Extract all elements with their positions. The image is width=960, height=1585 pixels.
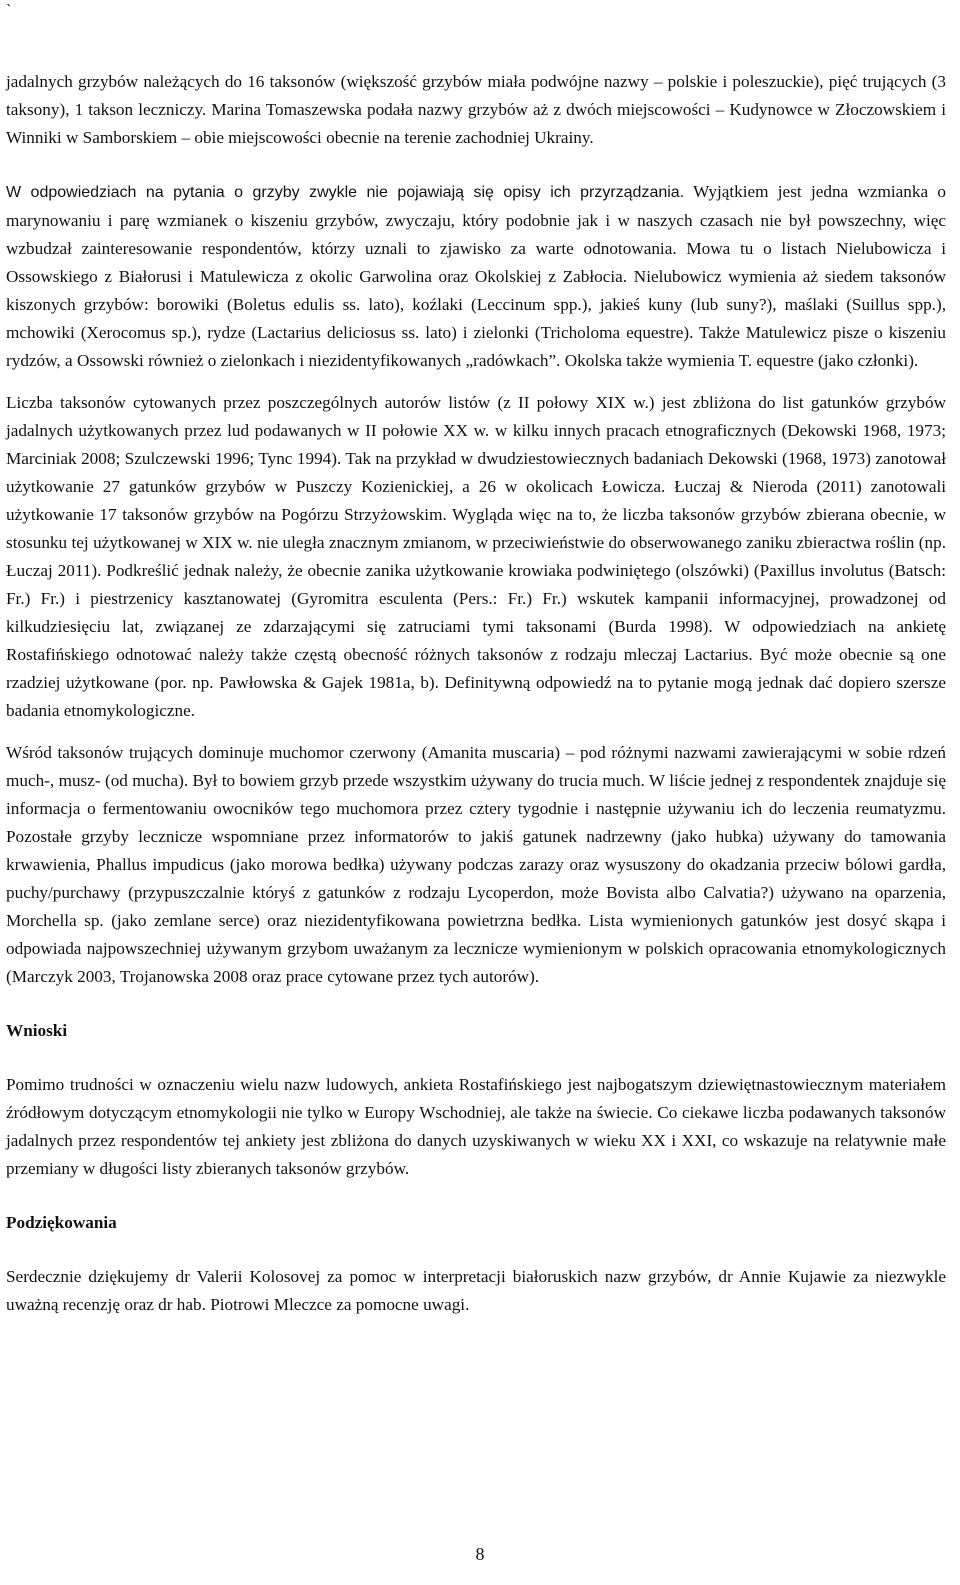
paragraph-conclusions: Pomimo trudności w oznaczeniu wielu nazw ludowych, ankieta Rostafińskiego jest najbogatszym dziewiętnastowiecznym materiałem źródłowym dotyczącym etnomykologii nie tylko w Europy Wschodniej, ale także na świecie. Co ciekawe liczba podawanych taksonów jadalnych przez respondentów tej ankiety jest zbliżona do danych uzyskiwanych w wieku XX i XXI, co wskazuje na relatywnie małe przemiany w długości listy zbieranych taksonów grzybów. xyxy=(6,1075,946,1178)
pickling-sentence: Wyjątkiem jest jedna wzmianka o marynowaniu i parę wzmianek o kiszeniu grzybów, zwyczaju, który podobnie jak i w naszych czasach nie był powszechny, więc wzbudzał zainteresowanie respondentów, którzy uznali to zjawisko za warte odnotowania. xyxy=(6,182,947,258)
paragraph-preparation xyxy=(6,178,946,375)
paragraph-acknowledgements: Serdecznie dziękujemy dr Valerii Kolosovej za pomoc w interpretacji białoruskich nazw grzybów, dr Annie Kujawie za niezwykle uważną recenzję oraz dr hab. Piotrowi Mleczce za pomocne uwagi. xyxy=(6,1267,946,1314)
pickling-details: Mowa tu o listach Nielubowicza i Ossowskiego z Białorusi i Matulewicza z okolic Garwolina oraz Okolskiej z Zabłocia. Nielubowicz wymienia aż siedem taksonów kiszonych grzybów: borowiki (Boletus edulis ss. lato), koźlaki (Leccinum spp.), jakieś kuny (lub suny?), maślaki (Suillus spp.), mchowiki (Xerocomus sp.), rydze (Lactarius deliciosus ss. lato) i zielonki (Tricholoma equestre). Także Matulewicz pisze o kiszeniu rydzów, a Ossowski również o zielonkach i niezidentyfikowanych „radówkach”. Okolska także wymienia T. equestre (jako członki). xyxy=(6,239,946,370)
heading-acknowledgements: Podziękowania xyxy=(6,1213,117,1232)
page-number: 8 xyxy=(475,1544,485,1564)
paragraph-taxa-count: Liczba taksonów cytowanych przez poszczególnych autorów listów (z II połowy XIX w.) jest zbliżona do list gatunków grzybów jadalnych użytkowanych przez lud podawanych w II połowie XX w. w kilku innych pracach etnograficznych (Dekowski 1968, 1973; Marciniak 2008; Szulczewski 1996; Tync 1994). Tak na przykład w dwudziestowiecznych badaniach Dekowski (1968, 1973) zanotował użytkowanie 27 gatunków grzybów w Puszczy Kozienickiej, a 26 w okolicach Łowicza. Łuczaj & Nieroda (2011) zanotowali użytkowanie 17 taksonów grzybów na Pogórzu Strzyżowskim. Wygląda więc na to, że liczba taksonów grzybów zbierana obecnie, w stosunku tej użytkowanej w XIX w. nie uległa znacznym zmianom, w przeciwieństwie do obserwowanego zaniku zbieractwa roślin (np. Łuczaj 2011). Podkreślić jednak należy, że obecnie zanika użytkowanie krowiaka podwiniętego (olszówki) (Paxillus involutus (Batsch: Fr.) Fr.) i piestrzenicy kasztanowatej (Gyromitra esculenta (Pers.: Fr.) Fr.) wskutek kampanii informacyjnej, prowadzonej od kilkudziesięciu lat, związanej ze zdarzającymi się zatruciami tymi taksonami (Burda 1998). W odpowiedziach na ankietę Rostafińskiego odnotować należy także częstą obecność różnych taksonów z rodzaju mleczaj Lactarius. Być może obecnie są one rzadziej użytkowane (por. np. Pawłowska & Gajek 1981a, b). Definitywną odpowiedź na to pytanie mogą jednak dać dopiero szersze badania etnomykologiczne. xyxy=(6,393,946,720)
paragraph-poisonous-taxa: Wśród taksonów trujących dominuje muchomor czerwony (Amanita muscaria) – pod różnymi nazwami zawierającymi w sobie rdzeń much-, musz- (od mucha). Był to bowiem grzyb przede wszystkim używany do trucia much. W liście jednej z respondentek znajduje się informacja o fermentowaniu owocników tego muchomora przez cztery tygodnie i następnie używaniu ich do leczenia reumatyzmu. Pozostałe grzyby lecznicze wspomniane przez informatorów to jakiś gatunek nadrzewny (jako hubka) używany do tamowania krwawienia, Phallus impudicus (jako morowa bedłka) używany podczas zarazy oraz wysuszony do okadzania przeciw bólowi gardła, puchy/purchawy (przypuszczalnie któryś z gatunków z rodzaju Lycoperdon, może Bovista albo Calvatia?) używano na oparzenia, Morchella sp. (jako zemlane serce) oraz niezidentyfikowana powietrzna bedłka. Lista wymienionych gatunków jest dosyć skąpa i odpowiada najpowszechniej używanym grzybom uważanym za lecznicze wymienionym w polskich opracowania etnomykologicznych (Marczyk 2003, Trojanowska 2008 oraz prace cytowane przez tych autorów). xyxy=(6,743,946,986)
heading-conclusions: Wnioski xyxy=(6,1021,68,1040)
corner-mark: ` xyxy=(6,2,12,19)
document-page xyxy=(6,68,946,1319)
preparation-sentence: W odpowiedziach na pytania o grzyby zwykle nie pojawiają się opisy ich przyrządzania. xyxy=(6,184,685,201)
paragraph-edible-taxa: jadalnych grzybów należących do 16 taksonów (większość grzybów miała podwójne nazwy – polskie i poleszuckie), pięć trujących (3 taksony), 1 takson leczniczy. Marina Tomaszewska podała nazwy grzybów aż z dwóch miejscowości – Kudynowce w Złoczowskiem i Winniki w Samborskiem – obie miejscowości obecnie na terenie zachodniej Ukrainy. xyxy=(6,72,946,147)
